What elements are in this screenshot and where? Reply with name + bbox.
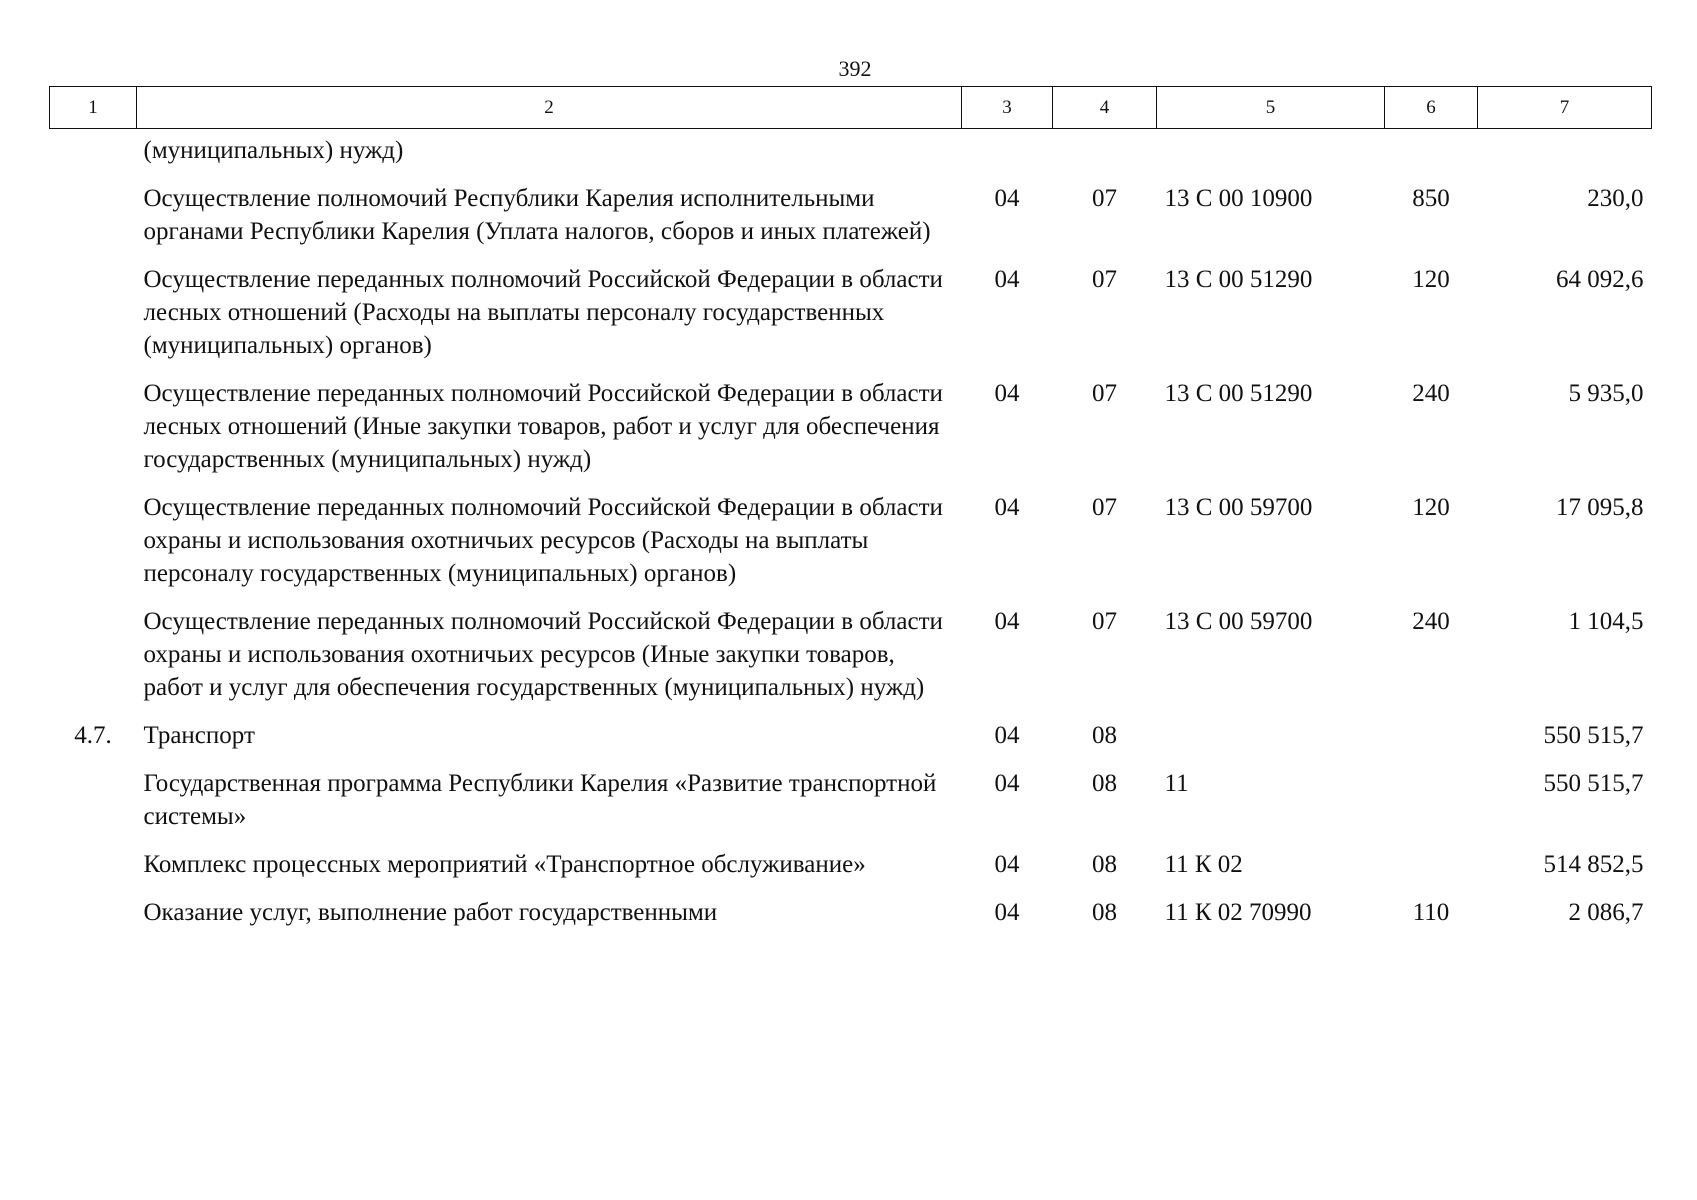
row-number	[50, 377, 137, 491]
row-section: 04	[994, 851, 1020, 878]
row-section: 04	[994, 185, 1020, 212]
row-expense-type: 240	[1412, 608, 1450, 635]
row-subsection: 08	[1092, 899, 1117, 926]
row-expense-type	[1385, 719, 1478, 767]
row-description: Государственная программа Республики Карелия «Развитие транспортной системы»	[143, 770, 937, 830]
row-section: 04	[994, 722, 1020, 749]
table-row	[50, 719, 1652, 767]
row-expense-type	[1385, 767, 1478, 848]
row-section	[962, 129, 1053, 183]
row-number	[50, 182, 137, 263]
row-description: Осуществление переданных полномочий Российской Федерации в области лесных отношений (Расходы на выплаты персоналу государственных (муниципальных) органов)	[143, 266, 943, 359]
row-subsection: 08	[1092, 770, 1117, 797]
row-subsection: 07	[1092, 380, 1117, 407]
row-expense-type: 110	[1412, 899, 1450, 926]
row-number	[50, 767, 137, 848]
row-target-code: 13 С 00 59700	[1164, 608, 1313, 635]
row-description: Осуществление переданных полномочий Российской Федерации в области лесных отношений (Иные закупки товаров, работ и услуг для обеспечения государственных (муниципальных) нужд)	[143, 380, 943, 473]
row-target-code: 13 С 00 10900	[1164, 185, 1313, 212]
row-number	[50, 896, 137, 929]
row-amount: 550 515,7	[1543, 770, 1644, 797]
row-amount: 2 086,7	[1568, 899, 1644, 926]
table-body	[50, 129, 1652, 930]
row-amount: 550 515,7	[1543, 722, 1644, 749]
table-row	[50, 182, 1652, 263]
row-number	[50, 263, 137, 377]
row-number	[50, 491, 137, 605]
table-row	[50, 767, 1652, 848]
row-number	[50, 848, 137, 896]
table-row	[50, 129, 1652, 183]
row-description: Осуществление полномочий Республики Карелия исполнительными органами Республики Карелия (Уплата налогов, сборов и иных платежей)	[143, 185, 931, 245]
row-target-code: 13 С 00 59700	[1164, 494, 1313, 521]
row-target-code	[1157, 129, 1385, 183]
row-number	[50, 129, 137, 183]
page-number: 392	[838, 56, 872, 81]
row-subsection: 08	[1092, 722, 1117, 749]
row-amount: 1 104,5	[1568, 608, 1644, 635]
column-header-1: 1	[50, 87, 137, 129]
row-target-code: 13 С 00 51290	[1164, 266, 1313, 293]
row-description: Осуществление переданных полномочий Российской Федерации в области охраны и использования охотничьих ресурсов (Расходы на выплаты персоналу государственных (муниципальных) органов)	[143, 494, 943, 587]
row-number	[50, 605, 137, 719]
table-row	[50, 263, 1652, 377]
column-header-2: 2	[137, 87, 962, 129]
column-header-4: 4	[1053, 87, 1157, 129]
row-description: Оказание услуг, выполнение работ государственными	[143, 899, 718, 926]
row-subsection: 08	[1092, 851, 1117, 878]
row-subsection: 07	[1092, 608, 1117, 635]
table-row	[50, 491, 1652, 605]
column-header-5: 5	[1157, 87, 1385, 129]
table-row	[50, 605, 1652, 719]
row-expense-type: 120	[1412, 266, 1450, 293]
row-section: 04	[994, 380, 1020, 407]
table-row	[50, 848, 1652, 896]
row-expense-type: 120	[1412, 494, 1450, 521]
row-amount: 514 852,5	[1543, 851, 1644, 878]
row-section: 04	[994, 608, 1020, 635]
row-amount: 64 092,6	[1556, 266, 1644, 293]
column-header-6: 6	[1385, 87, 1478, 129]
row-description: (муниципальных) нужд)	[143, 137, 404, 164]
row-description: Транспорт	[143, 722, 255, 749]
row-target-code	[1157, 719, 1385, 767]
row-amount	[1478, 129, 1652, 183]
row-expense-type	[1385, 848, 1478, 896]
row-target-code: 11 К 02 70990	[1164, 899, 1312, 926]
table-row	[50, 896, 1652, 929]
row-number: 4.7.	[74, 722, 112, 749]
row-amount: 17 095,8	[1556, 494, 1644, 521]
row-expense-type	[1385, 129, 1478, 183]
row-description: Осуществление переданных полномочий Российской Федерации в области охраны и использования охотничьих ресурсов (Иные закупки товаров, работ и услуг для обеспечения государственных (муниципальных) нужд)	[143, 608, 943, 701]
row-target-code: 11 К 02	[1164, 851, 1243, 878]
row-section: 04	[994, 266, 1020, 293]
row-amount: 230,0	[1587, 185, 1644, 212]
row-subsection	[1053, 129, 1157, 183]
row-amount: 5 935,0	[1568, 380, 1644, 407]
row-subsection: 07	[1092, 185, 1117, 212]
row-target-code: 11	[1164, 770, 1189, 797]
budget-table	[49, 86, 1652, 929]
row-description: Комплекс процессных мероприятий «Транспортное обслуживание»	[143, 851, 866, 878]
row-subsection: 07	[1092, 494, 1117, 521]
row-section: 04	[994, 770, 1020, 797]
row-expense-type: 850	[1412, 185, 1450, 212]
row-expense-type: 240	[1412, 380, 1450, 407]
column-header-3: 3	[962, 87, 1053, 129]
table-row	[50, 377, 1652, 491]
table-header	[50, 87, 1652, 129]
row-section: 04	[994, 494, 1020, 521]
column-header-7: 7	[1478, 87, 1652, 129]
row-subsection: 07	[1092, 266, 1117, 293]
row-target-code: 13 С 00 51290	[1164, 380, 1313, 407]
row-section: 04	[994, 899, 1020, 926]
